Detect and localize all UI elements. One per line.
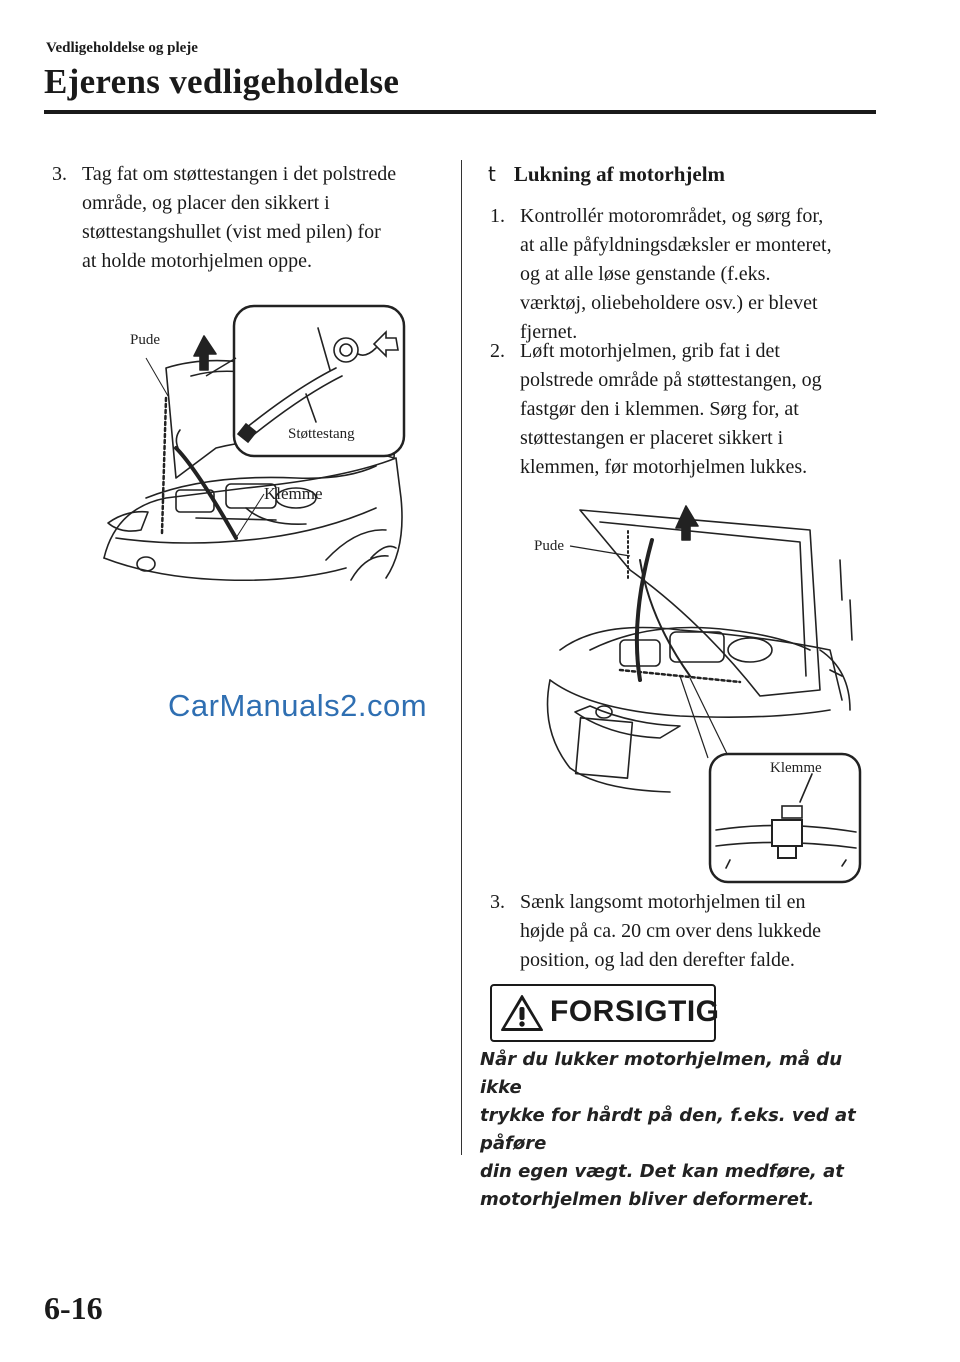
step-text-line: polstrede område på støttestangen, og <box>520 369 822 391</box>
label-stoettestang: Støttestang <box>288 426 355 442</box>
caution-label: FORSIGTIG <box>550 995 720 1028</box>
step-text-line: højde på ca. 20 cm over dens lukkede <box>520 920 822 942</box>
step-text-line: fastgør den i klemmen. Sørg for, at <box>520 398 799 420</box>
caution-text-line: trykke for hårdt på den, f.eks. ved at påføre <box>480 1105 856 1154</box>
figure-hood-support <box>96 298 416 598</box>
step-number: 1. <box>490 205 505 227</box>
step-text-line: Kontrollér motorområdet, og sørg for, <box>520 205 824 227</box>
step-text-line: klemmen, før motorhjelmen lukkes. <box>520 456 808 478</box>
right-step-3 <box>490 888 890 975</box>
hood-closing-illustration <box>530 500 870 885</box>
watermark <box>158 682 448 730</box>
step-text-line: at holde motorhjelmen oppe. <box>82 250 312 272</box>
step-text-line: at alle påfyldningsdæksler er monteret, <box>520 234 832 256</box>
step-text-line: fjernet. <box>520 321 578 343</box>
step-text-line: Sænk langsomt motorhjelmen til en <box>520 891 806 913</box>
step-text-line: og at alle løse genstande (f.eks. <box>520 263 771 285</box>
step-text-line: støttestangshullet (vist med pilen) for <box>82 221 381 243</box>
header-rule <box>44 110 876 114</box>
right-step-1 <box>490 202 890 347</box>
step-number: 2. <box>490 340 505 362</box>
label-pude: Pude <box>130 332 160 348</box>
step-number: 3. <box>490 891 505 913</box>
step-number: 3. <box>52 163 67 185</box>
chapter-title: Ejerens vedligeholdelse <box>44 62 400 101</box>
label-pude: Pude <box>534 538 564 554</box>
section-label: Vedligeholdelse og pleje <box>46 40 198 56</box>
step-text-line: værktøj, oliebeholdere osv.) er blevet <box>520 292 818 314</box>
column-divider <box>461 160 462 1155</box>
subheading <box>488 162 725 187</box>
caution-text-line: motorhjelmen bliver deformeret. <box>480 1189 815 1210</box>
step-text-line: Tag fat om støttestangen i det polstrede <box>82 163 397 185</box>
caution-text <box>480 1046 880 1214</box>
subheading-bullet: t <box>488 162 496 186</box>
subheading-text: Lukning af motorhjelm <box>513 162 726 186</box>
step-text-line: Løft motorhjelmen, grib fat i det <box>520 340 780 362</box>
step-text-line: position, og lad den derefter falde. <box>520 949 795 971</box>
left-step-3 <box>52 160 452 276</box>
caution-box <box>490 984 720 1042</box>
label-klemme: Klemme <box>264 484 323 503</box>
step-text-line: område, og placer den sikkert i <box>82 192 330 214</box>
step-text-line: støttestangen er placeret sikkert i <box>520 427 784 449</box>
caution-text-line: din egen vægt. Det kan medføre, at <box>480 1161 844 1182</box>
page-number: 6-16 <box>44 1290 103 1326</box>
watermark-text: CarManuals2.com <box>168 688 428 723</box>
figure-hood-closing <box>530 500 870 885</box>
label-klemme: Klemme <box>770 760 822 776</box>
warning-triangle-icon <box>500 994 544 1032</box>
caution-text-line: Når du lukker motorhjelmen, må du ikke <box>480 1049 843 1098</box>
right-step-2 <box>490 337 890 482</box>
